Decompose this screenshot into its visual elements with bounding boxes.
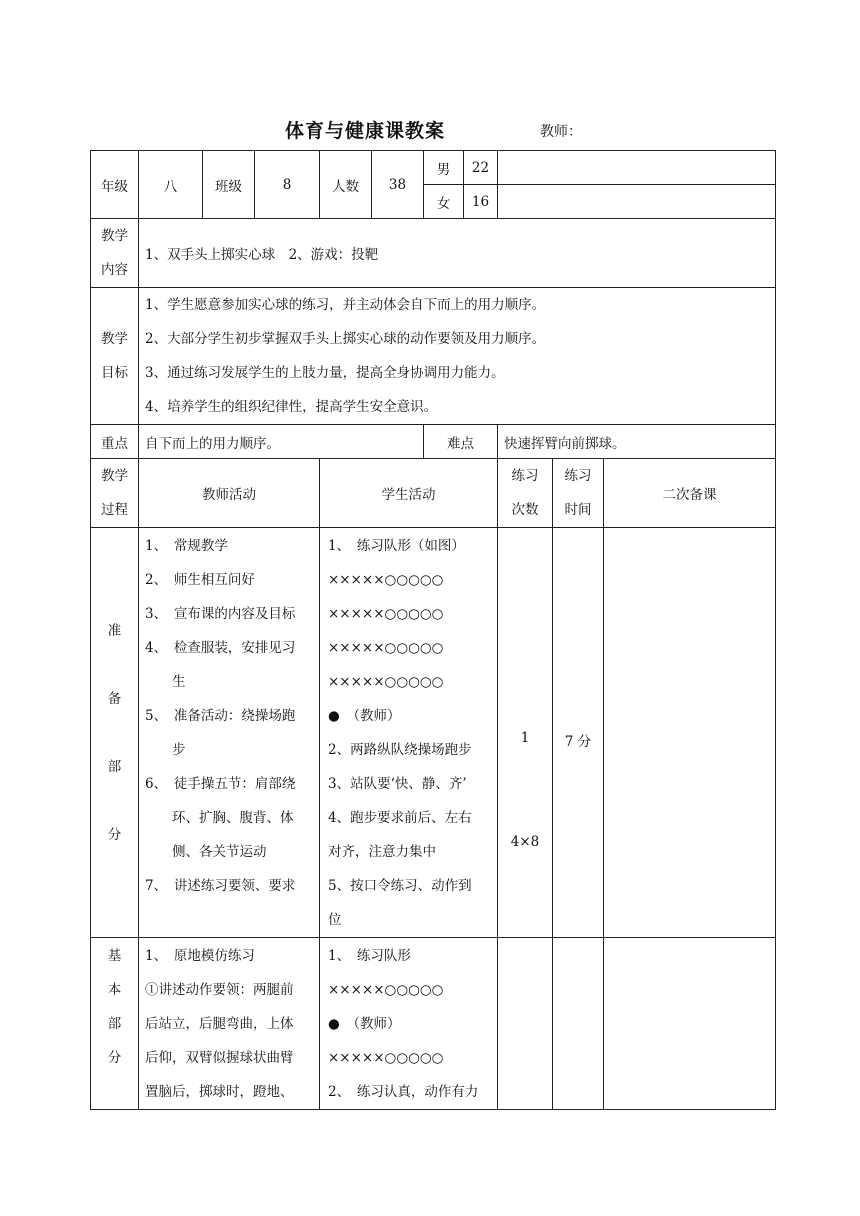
class-value: 8 [255,151,320,219]
male-label: 男 [424,151,464,185]
goals-list [139,288,776,425]
difficulty-text: 快速挥臂向前掷球。 [498,425,776,459]
male-value: 22 [464,151,498,185]
practice-time-header: 练习 时间 [553,459,604,528]
basic-student-activity: 1、 练习队形 ×××××○○○○○ ● （教师） ×××××○○○○○ 2、 练习认真，动作有力 [320,938,498,1110]
female-value: 16 [464,185,498,219]
key-point-label: 重点 [91,425,139,459]
basic-teacher-activity: 1、 原地模仿练习 ①讲述动作要领：两腿前 后站立，后腿弯曲，上体 后仰，双臂似握球状曲臂 置脑后，掷球时，蹬地、 [139,938,320,1110]
second-prep-header: 二次备课 [604,459,776,528]
practice-count-header: 练习 次数 [498,459,553,528]
lesson-plan-table [90,150,776,1110]
process-label: 教学 过程 [91,459,139,528]
page-title: 体育与健康课教案 [285,120,446,142]
female-label: 女 [424,185,464,219]
student-activity-header: 学生活动 [320,459,498,528]
header-blank-2 [498,185,776,219]
prep-practice-time: 7 分 [553,528,604,938]
content-label: 教学 内容 [91,219,139,288]
goal-item: 3、通过练习发展学生的上肢力量，提高全身协调用力能力。 [145,365,505,381]
basic-second-prep [604,938,776,1110]
goal-item: 1、学生愿意参加实心球的练习，并主动体会自下而上的用力顺序。 [145,297,546,313]
prep-teacher-activity: 1、 常规教学 2、 师生相互问好 3、 宣布课的内容及目标 4、 检查服装，安排见习 生 5、 准备活动：绕操场跑 步 6、 徒手操五节：肩部绕 环、扩胸、腹背、体 侧、各关节运动 7、 讲述练习要领、要求 [139,528,320,938]
prep-student-activity: 1、 练习队形（如图） ×××××○○○○○ ×××××○○○○○ ×××××○○○○○ ×××××○○○○○ ● （教师） 2、两路纵队绕操场跑步 3、站队要‘快、静、齐’ 4、跑步要求前后、左右 对齐，注意力集中 5、按口令练习、动作到 位 [320,528,498,938]
goal-item: 4、培养学生的组织纪律性，提高学生安全意识。 [145,399,438,415]
goals-label: 教学 目标 [91,288,139,425]
basic-practice-count [498,938,553,1110]
difficulty-label: 难点 [424,425,498,459]
prep-second-prep [604,528,776,938]
grade-value: 八 [139,151,203,219]
basic-practice-time [553,938,604,1110]
count-label: 人数 [320,151,372,219]
key-point-text: 自下而上的用力顺序。 [139,425,424,459]
header-blank [498,151,776,185]
content-text: 1、双手头上掷实心球 2、游戏：投靶 [139,219,776,288]
teacher-activity-header: 教师活动 [139,459,320,528]
basic-section-label: 基 本 部 分 [91,938,139,1110]
prep-practice-count: 1 4×8 [498,528,553,938]
grade-label: 年级 [91,151,139,219]
count-value: 38 [372,151,424,219]
goal-item: 2、大部分学生初步掌握双手头上掷实心球的动作要领及用力顺序。 [145,331,546,347]
teacher-label: 教师： [540,124,582,140]
prep-section-label: 准 备 部 分 [91,528,139,938]
class-label: 班级 [203,151,255,219]
